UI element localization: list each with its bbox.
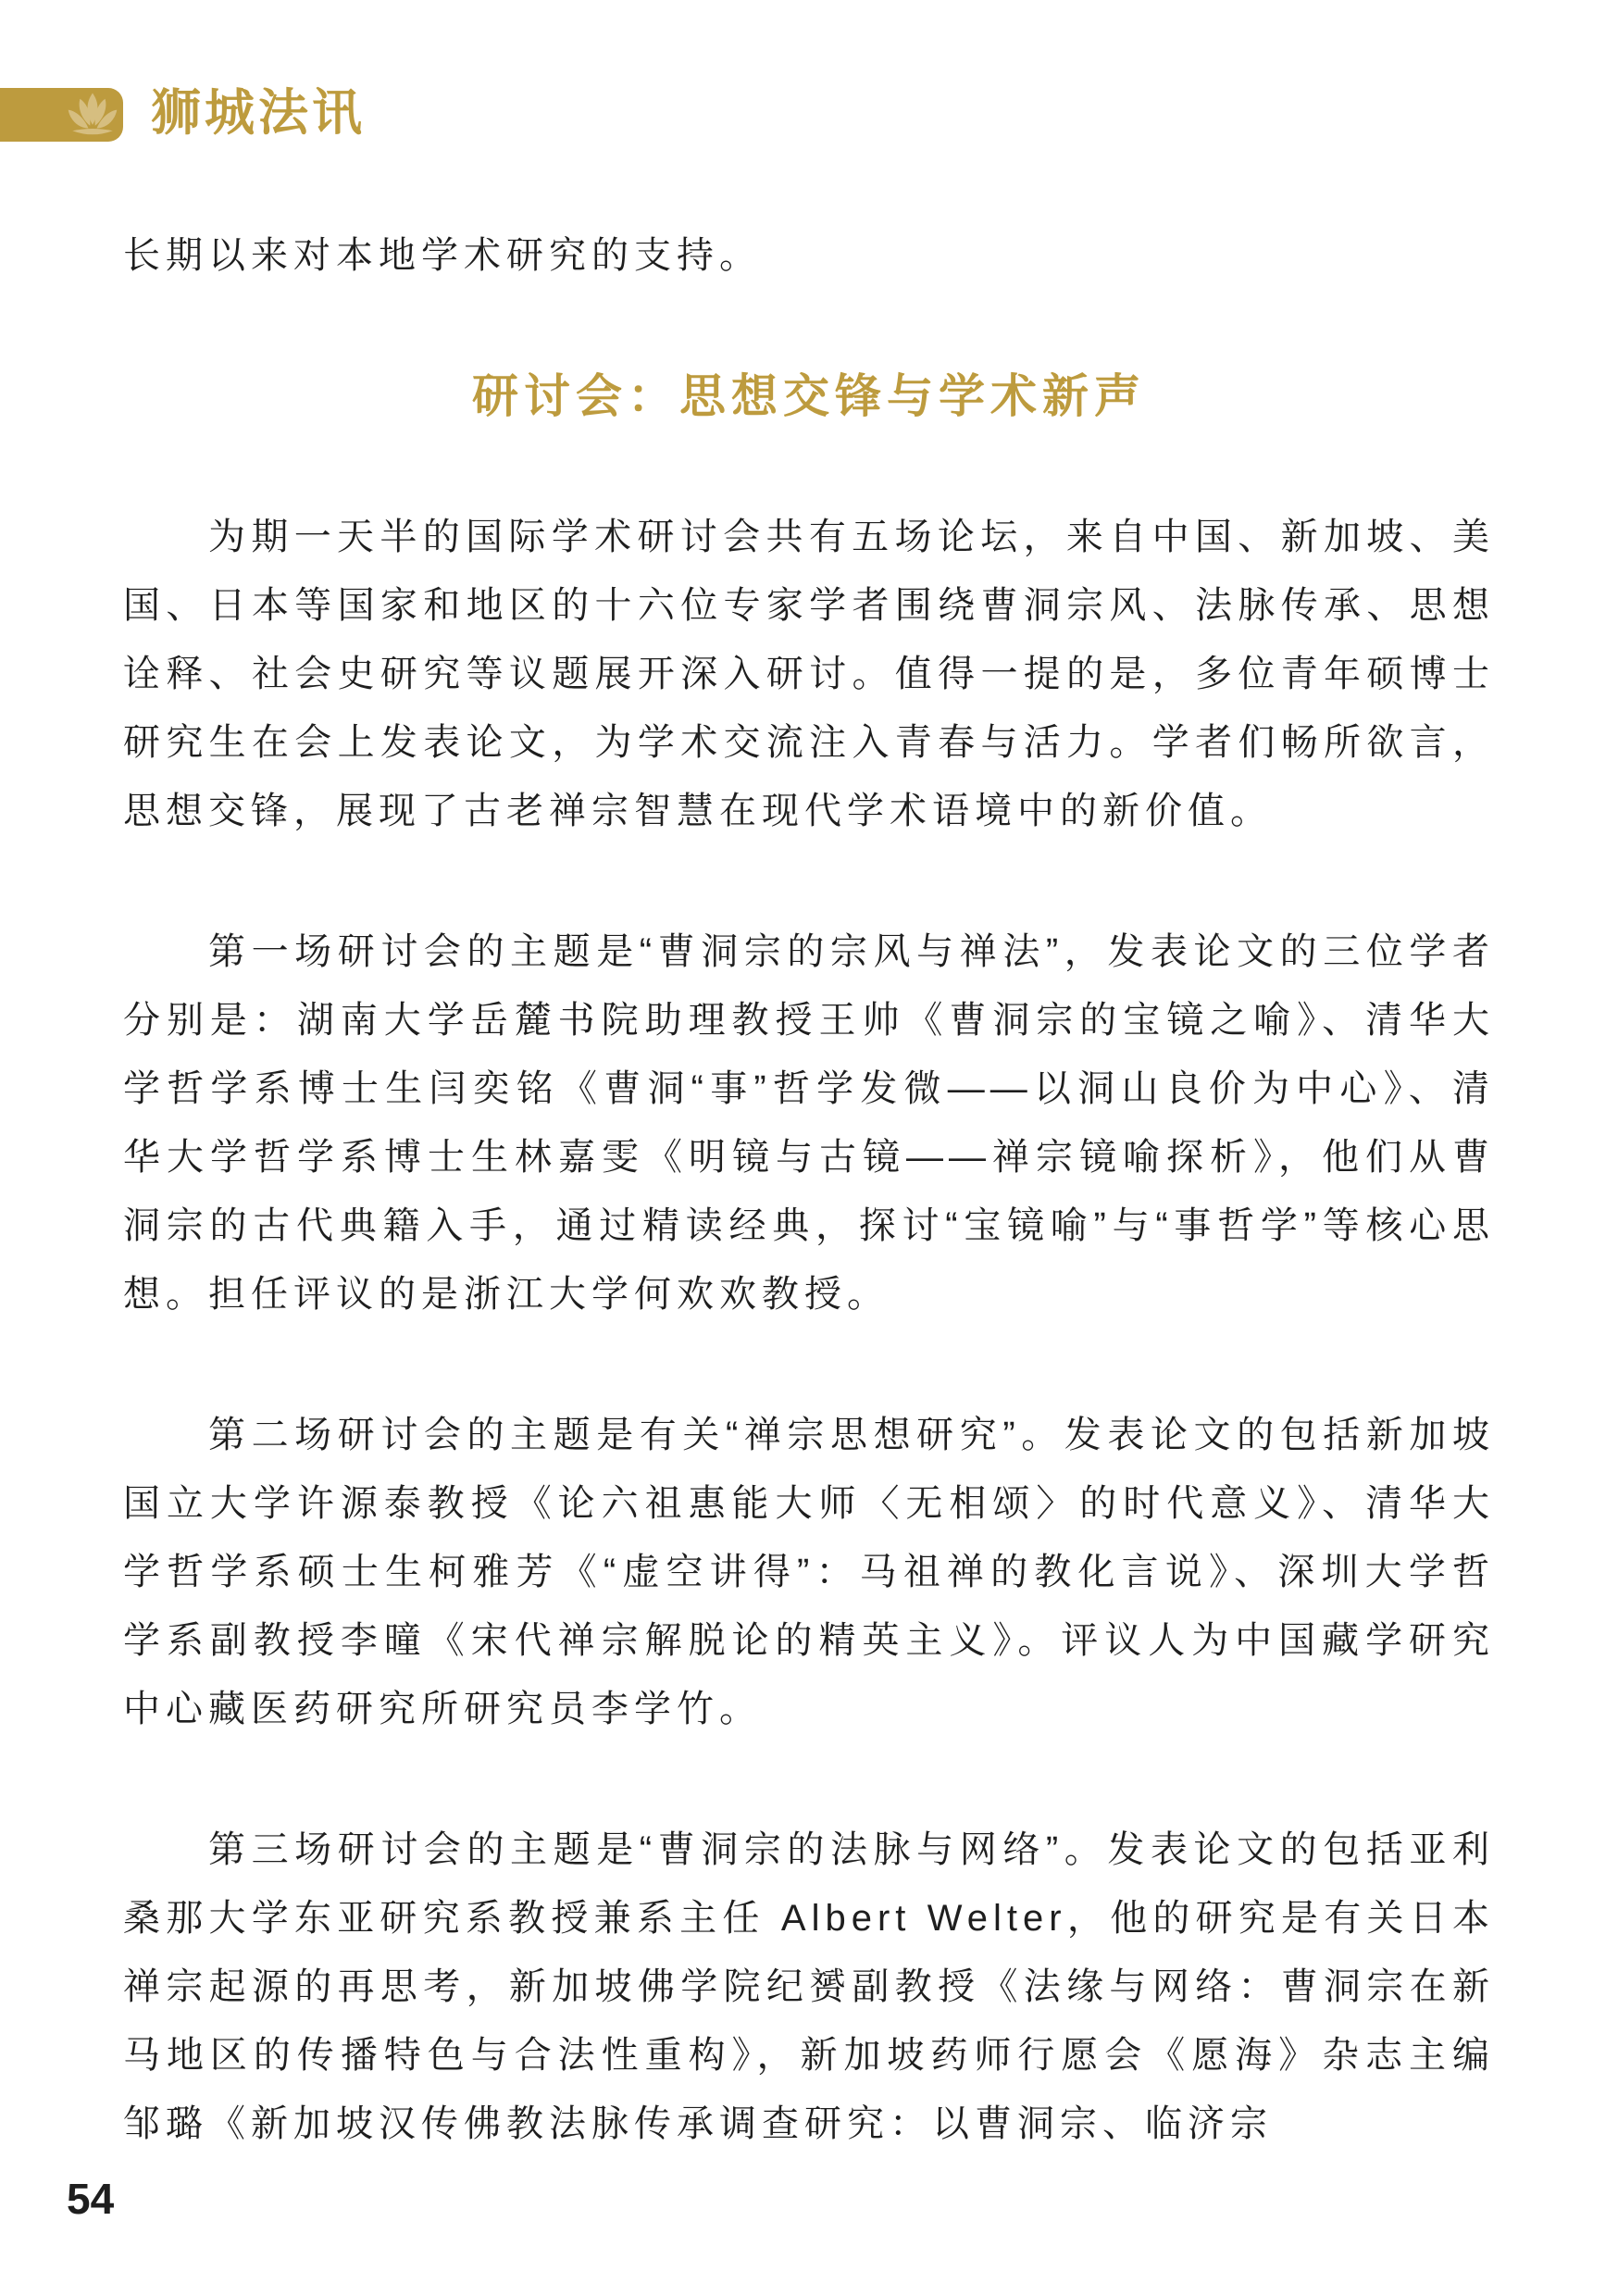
lotus-icon (66, 91, 119, 139)
body-paragraph-4: 第三场研讨会的主题是“曹洞宗的法脉与网络”。发表论文的包括亚利桑那大学东亚研究系教授兼系主任 Albert Welter，他的研究是有关日本禅宗起源的再思考，新加坡佛学院纪赟副教授《法缘与网络：曹洞宗在新马地区的传播特色与合法性重构》，新加坡药师行愿会《愿海》杂志主编邹璐《新加坡汉传佛教法脉传承调查研究：以曹洞宗、临济宗 (123, 1829, 1495, 2144)
body-paragraph-3: 第二场研讨会的主题是有关“禅宗思想研究”。发表论文的包括新加坡国立大学许源泰教授《论六祖惠能大师〈无相颂〉的时代意义》、清华大学哲学系硕士生柯雅芳《“虚空讲得”：马祖禅的教化言说》、深圳大学哲学系副教授李曈《宋代禅宗解脱论的精英主义》。评议人为中国藏学研究中心藏医药研究所研究员李学竹。 (123, 1415, 1495, 1729)
body-paragraph-1: 为期一天半的国际学术研讨会共有五场论坛，来自中国、新加坡、美国、日本等国家和地区的十六位专家学者围绕曹洞宗风、法脉传承、思想诠释、社会史研究等议题展开深入研讨。值得一提的是，多位青年硕博士研究生在会上发表论文，为学术交流注入青春与活力。学者们畅所欲言，思想交锋，展现了古老禅宗智慧在现代学术语境中的新价值。 (123, 517, 1495, 831)
article-body (123, 221, 1495, 2230)
body-paragraph-2: 第一场研讨会的主题是“曹洞宗的宗风与禅法”，发表论文的三位学者分别是：湖南大学岳麓书院助理教授王帅《曹洞宗的宝镜之喻》、清华大学哲学系博士生闫奕铭《曹洞“事”哲学发微——以洞山良价为中心》、清华大学哲学系博士生林嘉雯《明镜与古镜——禅宗镜喻探析》，他们从曹洞宗的古代典籍入手，通过精读经典，探讨“宝镜喻”与“事哲学”等核心思想。担任评议的是浙江大学何欢欢教授。 (123, 931, 1495, 1315)
masthead-title: 狮城法讯 (151, 85, 366, 141)
masthead-bar (0, 88, 123, 142)
intro-paragraph: 长期以来对本地学术研究的支持。 (123, 235, 762, 276)
section-title: 研讨会：思想交锋与学术新声 (472, 370, 1146, 422)
page-number: 54 (67, 2175, 115, 2223)
